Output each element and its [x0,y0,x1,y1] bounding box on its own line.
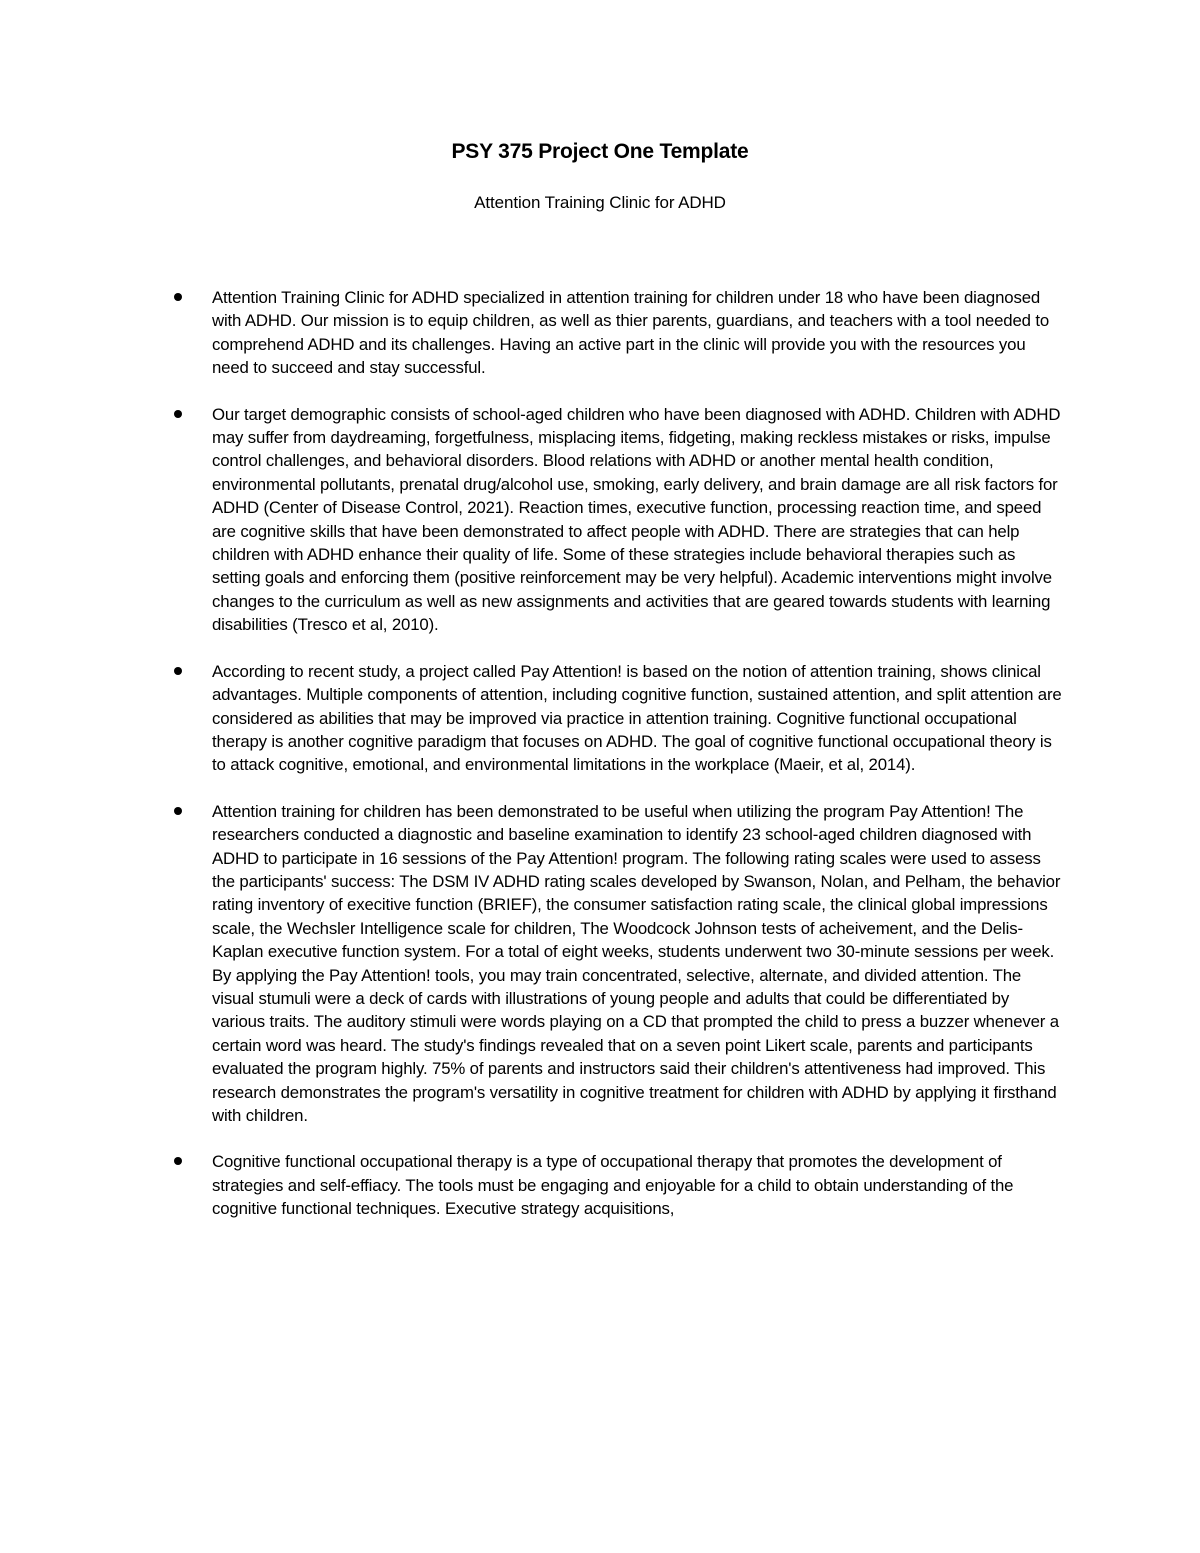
bullet-text: According to recent study, a project called Pay Attention! is based on the notion of attention training, shows clinical advantages. Multiple components of attention, including cognitive function, sustained attention, and split attention are considered as abilities that may be improved via practice in attention training. Cognitive functional occupational therapy is another cognitive paradigm that focuses on ADHD. The goal of cognitive functional occupational theory is to attack cognitive, emotional, and environmental limitations in the workplace (Maeir, et al, 2014). [212,661,1062,775]
bullet-icon [174,667,182,675]
document-subtitle: Attention Training Clinic for ADHD [474,193,726,212]
bullet-list [172,286,1062,1244]
bullet-text: Cognitive functional occupational therapy is a type of occupational therapy that promotes the development of strategies and self-effiacy. The tools must be engaging and enjoyable for a child to obtain understanding of the cognitive functional techniques. Executive strategy acquisitions, [212,1152,1014,1219]
list-item [172,286,1062,380]
bullet-icon [174,410,182,418]
list-item [172,660,1062,777]
bullet-text: Attention Training Clinic for ADHD specialized in attention training for children under 18 who have been diagnosed with ADHD. Our mission is to equip children, as well as thier parents, guardians, and teachers with a tool needed to comprehend ADHD and its challenges. Having an active part in the clinic will provide you with the resources you need to succeed and stay successful. [212,288,1050,378]
bullet-text: Attention training for children has been demonstrated to be useful when utilizing the program Pay Attention! The researchers conducted a diagnostic and baseline examination to identify 23 school-aged children diagnosed with ADHD to participate in 16 sessions of the Pay Attention! program. The following rating scales were used to assess the participants' success: The DSM IV ADHD rating scales developed by Swanson, Nolan, and Pelham, the behavior rating inventory of execitive function (BRIEF), the consumer satisfaction rating scale, the clinical global impressions scale, the Wechsler Intelligence scale for children, The Woodcock Johnson tests of acheivement, and the Delis-Kaplan executive function system. For a total of eight weeks, students underwent two 30-minute sessions per week. By applying the Pay Attention! tools, you may train concentrated, selective, alternate, and divided attention. The visual stumuli were a deck of cards with illustrations of young people and adults that could be differentiated by various traits. The auditory stimuli were words playing on a CD that prompted the child to press a buzzer whenever a certain word was heard. The study's findings revealed that on a seven point Likert scale, parents and participants evaluated the program highly. 75% of parents and instructors said their children's attentiveness had improved. This research demonstrates the program's versatility in cognitive treatment for children with ADHD by applying it firsthand with children. [212,801,1061,1125]
document-title: PSY 375 Project One Template [451,140,749,163]
list-item [172,1150,1062,1220]
bullet-icon [174,807,182,815]
bullet-text: Our target demographic consists of school-aged children who have been diagnosed with ADHD. Children with ADHD may suffer from daydreaming, forgetfulness, misplacing items, fidgeting, making reckless mistakes or risks, impulse control challenges, and behavioral disorders. Blood relations with ADHD or another mental health condition, environmental pollutants, prenatal drug/alcohol use, smoking, early delivery, and brain damage are all risk factors for ADHD (Center of Disease Control, 2021). Reaction times, executive function, processing reaction time, and speed are cognitive skills that have been demonstrated to affect people with ADHD. There are strategies that can help children with ADHD enhance their quality of life. Some of these strategies include behavioral therapies such as setting goals and enforcing them (positive reinforcement may be very helpful). Academic interventions might involve changes to the curriculum as well as new assignments and activities that are geared towards students with learning disabilities (Tresco et al, 2010). [212,404,1061,635]
bullet-icon [174,293,182,301]
list-item [172,403,1062,637]
list-item [172,800,1062,1128]
bullet-icon [174,1157,182,1165]
